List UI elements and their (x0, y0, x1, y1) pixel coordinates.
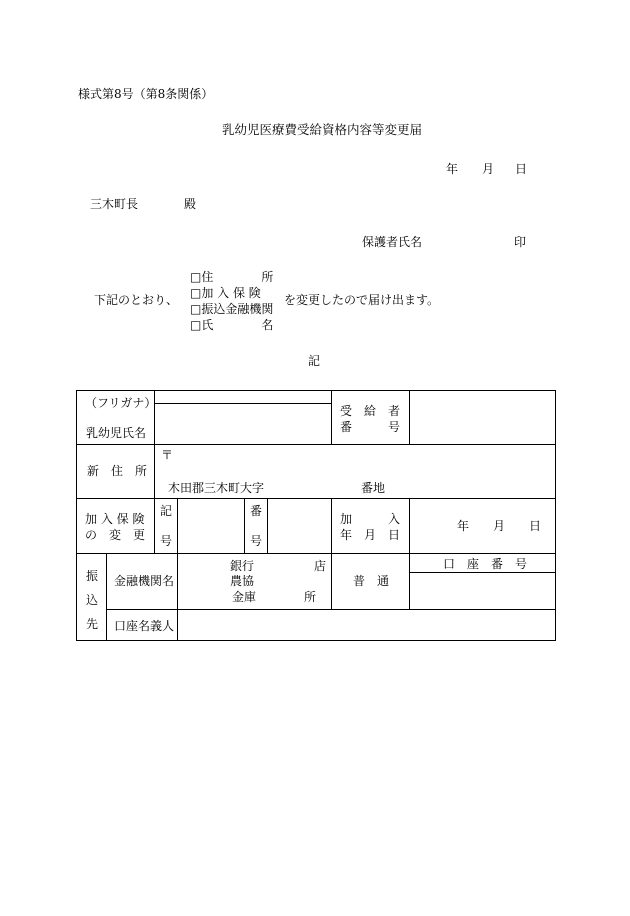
furigana-divider (154, 403, 331, 404)
furikomi-char: 先 (86, 617, 99, 631)
insurance-label: の 変 更 (85, 528, 146, 542)
account-header-divider (409, 572, 555, 573)
addressee-honorific: 殿 (184, 197, 197, 211)
account-number-label: 口 座 番 号 (443, 557, 528, 571)
bank-name-label: 金融機関名 (114, 574, 175, 588)
col-divider (177, 609, 178, 640)
form-number: 様式第8号（第8条関係） (78, 87, 214, 101)
col-divider (177, 553, 178, 609)
date-day: 日 (515, 162, 528, 176)
account-holder-divider (106, 609, 555, 610)
notice-prefix: 下記のとおり、 (94, 293, 179, 307)
bank-type: 金庫 所 (232, 590, 317, 604)
change-form-table (76, 390, 556, 641)
go-char: 号 (250, 534, 263, 548)
enroll-ymd: 年 月 日 (457, 519, 542, 533)
account-holder-label: 口座名義人 (114, 619, 175, 633)
recipient-number-label: 番 号 (340, 420, 401, 434)
furikomi-char: 振 (86, 569, 99, 583)
bank-type: 農協 (230, 574, 255, 588)
recipient-number-label: 受 給 者 (340, 404, 401, 418)
col-divider (409, 553, 410, 609)
insurance-label: 加 入 保 険 (85, 512, 145, 526)
address-town: 木田郡三木町大字 (168, 481, 265, 495)
col-divider (177, 498, 178, 553)
col-divider (409, 498, 410, 553)
row-divider (77, 498, 555, 499)
addressee-name: 三木町長 (90, 197, 139, 211)
child-name-label: 乳幼児氏名 (86, 426, 147, 440)
bank-type: 銀行 店 (230, 559, 327, 573)
date-month: 月 (482, 162, 495, 176)
col-divider (106, 553, 107, 640)
col-divider (154, 444, 155, 498)
col-divider (154, 498, 155, 553)
notice-option: □加 入 保 険 (190, 286, 261, 300)
date-year: 年 (446, 162, 459, 176)
col-divider (409, 391, 410, 444)
notice-option: □振込金融機関 (190, 302, 274, 316)
col-divider (331, 553, 332, 609)
ki-char: 記 (160, 504, 173, 518)
guardian-seal: 印 (514, 235, 527, 249)
account-type: 普 通 (353, 574, 390, 588)
col-divider (244, 498, 245, 553)
col-divider (331, 498, 332, 553)
notice-option: □住 所 (190, 270, 274, 284)
enroll-date-label: 加 入 (340, 512, 401, 526)
new-address-label: 新 住 所 (87, 464, 148, 478)
notice-option: □氏 名 (190, 318, 274, 332)
ban-char: 番 (250, 504, 263, 518)
ki-heading: 記 (308, 354, 321, 368)
page-title: 乳幼児医療費受給資格内容等変更届 (222, 122, 423, 137)
guardian-label: 保護者氏名 (362, 235, 423, 249)
go-char: 号 (160, 534, 173, 548)
enroll-date-label: 年 月 日 (340, 528, 401, 542)
notice-suffix: を変更したので届け出ます。 (284, 293, 440, 307)
row-divider (77, 444, 555, 445)
furikomi-char: 込 (86, 593, 99, 607)
col-divider (267, 498, 268, 553)
row-divider (77, 553, 555, 554)
furigana-label: （フリガナ） (85, 396, 157, 410)
address-banchi: 番地 (361, 481, 386, 495)
postal-mark: 〒 (161, 448, 174, 462)
col-divider (331, 391, 332, 444)
